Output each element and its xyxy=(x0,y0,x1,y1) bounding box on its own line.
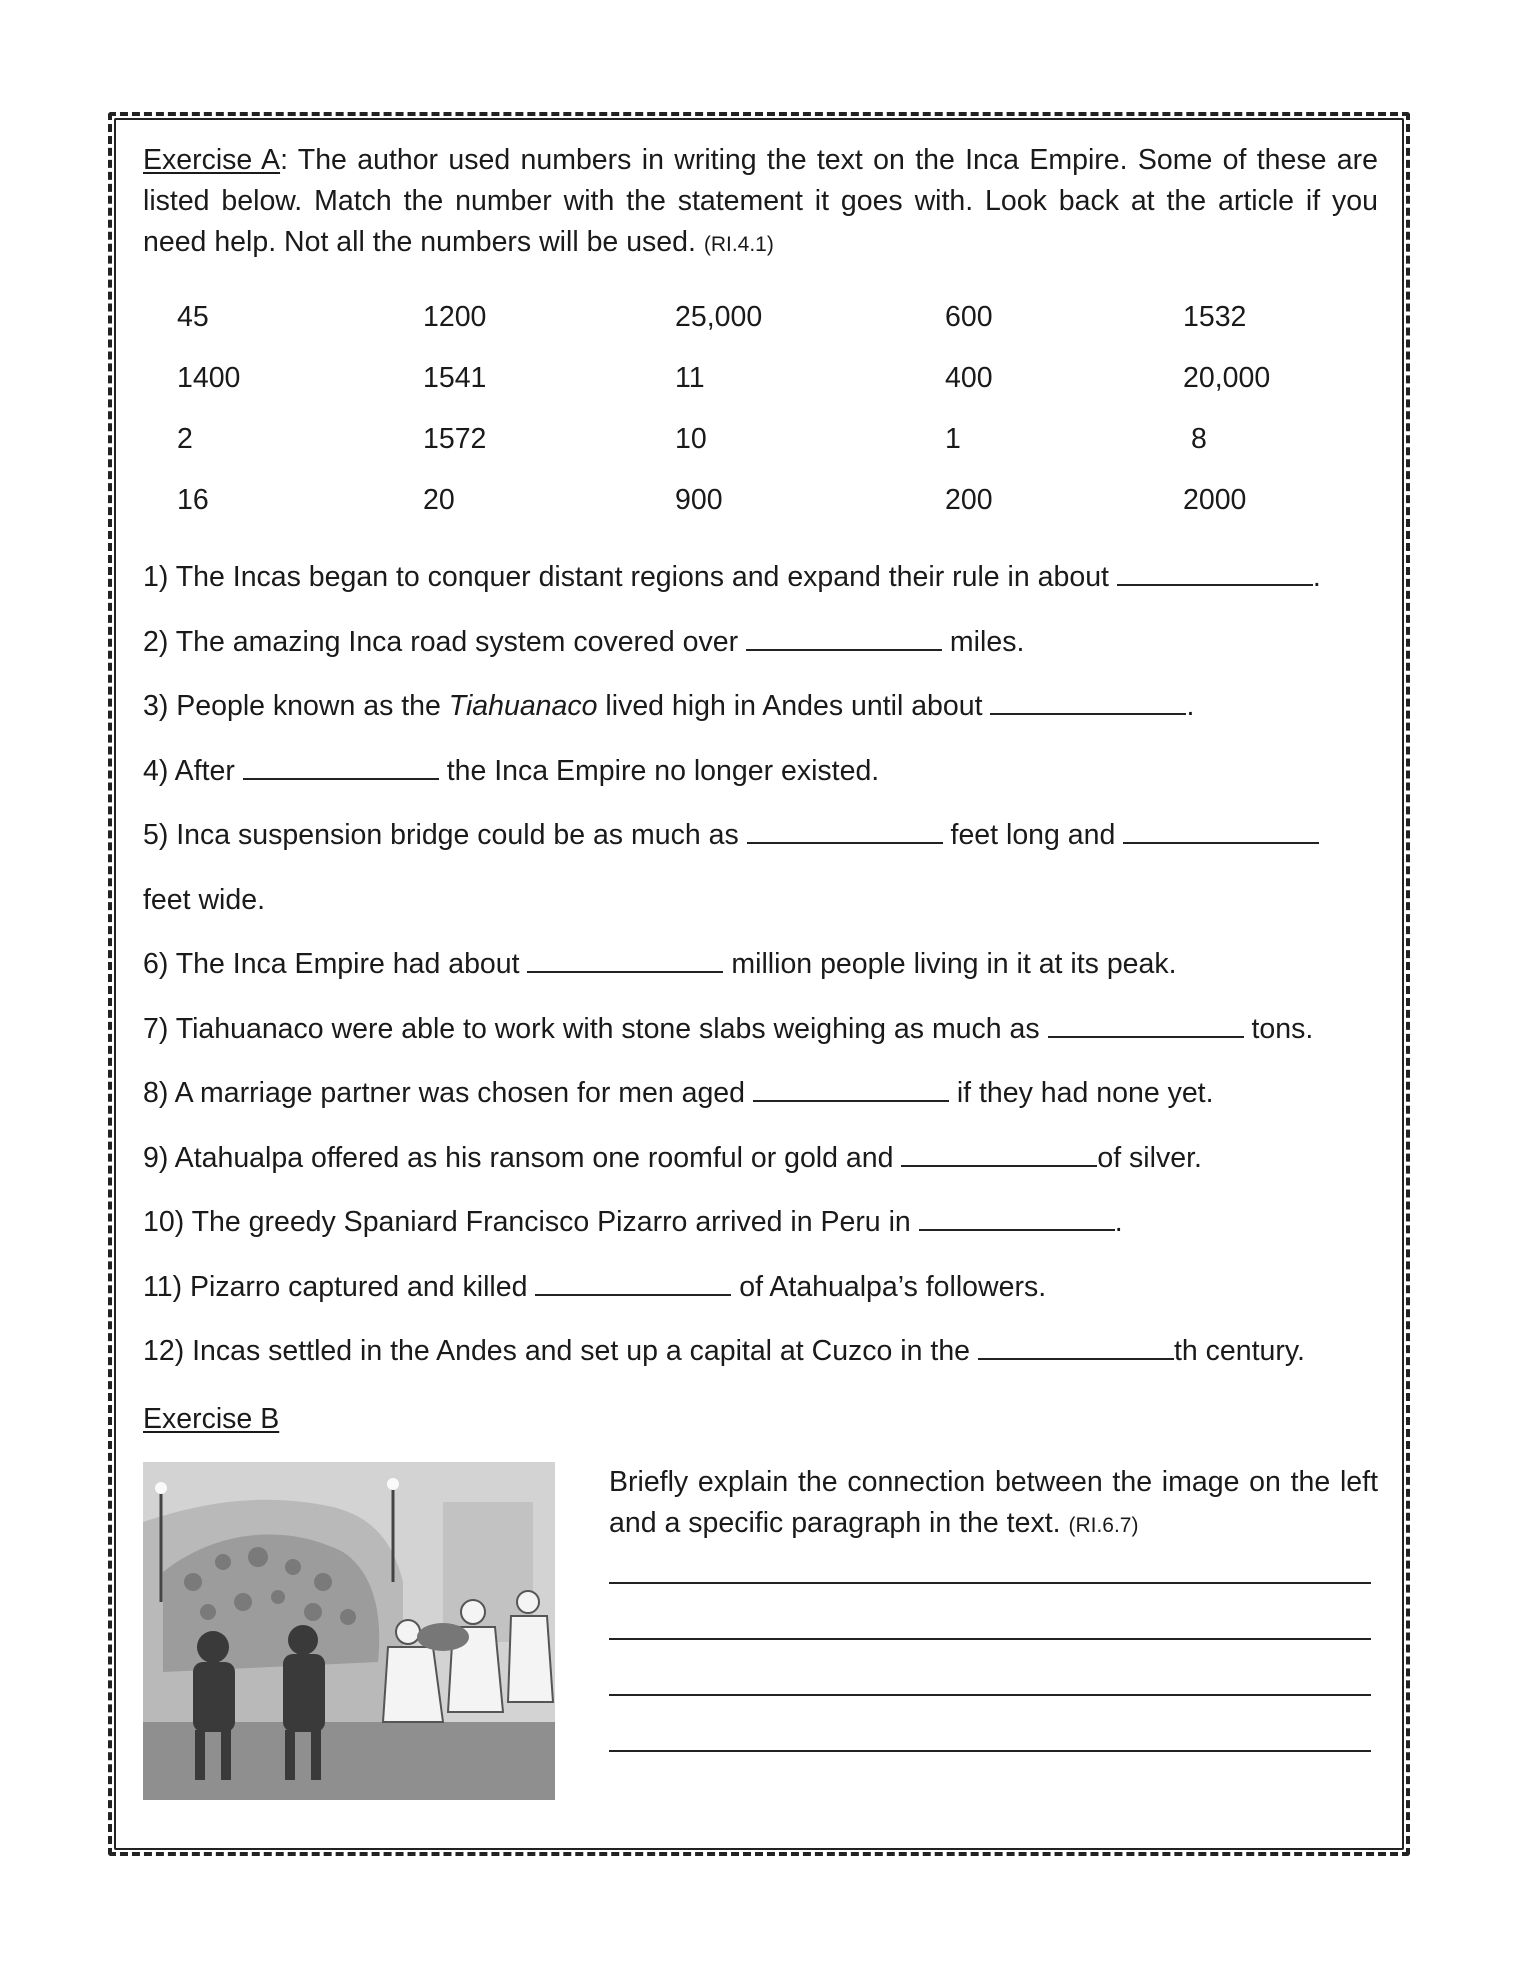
question-text: 4) After xyxy=(143,754,243,787)
answer-blank[interactable] xyxy=(901,1143,1097,1167)
question-text: miles. xyxy=(942,625,1025,658)
question-text: . xyxy=(1312,561,1321,593)
answer-blank[interactable] xyxy=(753,1078,949,1102)
question-1 xyxy=(143,545,1378,610)
question-text: 8) A marriage partner was chosen for men aged xyxy=(143,1077,753,1109)
number-cell: 20,000 xyxy=(1183,362,1271,394)
question-4 xyxy=(143,739,1378,804)
number-cell: 1200 xyxy=(423,301,487,333)
question-text: th century. xyxy=(1173,1335,1305,1367)
number-cell: 1400 xyxy=(177,362,241,394)
exercise-b-response-area xyxy=(609,1462,1378,1800)
exercise-a-standard: (RI.4.1) xyxy=(703,233,774,256)
question-italic-term: Tiahuanaco xyxy=(448,690,598,722)
question-text: 11) Pizarro captured and killed xyxy=(143,1270,536,1303)
answer-blank[interactable] xyxy=(535,1272,731,1296)
number-cell: 45 xyxy=(177,301,209,333)
number-cell: 2000 xyxy=(1183,484,1247,516)
number-cell: 20 xyxy=(423,484,455,516)
number-bank-row xyxy=(177,348,1378,409)
question-text: of silver. xyxy=(1097,1141,1202,1174)
question-text: 1) The Incas began to conquer distant regions and expand their rule in about xyxy=(143,561,1117,593)
answer-blank[interactable] xyxy=(1123,820,1319,844)
question-11 xyxy=(143,1255,1378,1320)
question-6 xyxy=(143,932,1378,997)
answer-blank[interactable] xyxy=(746,627,942,651)
number-cell: 1532 xyxy=(1183,301,1247,333)
number-bank-row xyxy=(177,409,1378,470)
question-5 xyxy=(143,803,1378,868)
number-cell: 200 xyxy=(945,484,993,516)
number-cell: 10 xyxy=(675,423,707,455)
number-cell: 25,000 xyxy=(675,301,763,333)
exercise-b-body xyxy=(143,1462,1378,1800)
exercise-a-instructions-text: : The author used numbers in writing the text on the Inca Empire. Some of these are listed below. Match the number with the statement it goes with. Look back at the article if you need help. Not all the numbers will be used. xyxy=(143,144,1378,258)
question-text: 9) Atahualpa offered as his ransom one roomful or gold and xyxy=(143,1141,902,1174)
exercise-a-heading: Exercise A xyxy=(143,144,281,176)
question-text: 6) The Inca Empire had about xyxy=(143,948,528,980)
conquistador-treasure-illustration xyxy=(143,1462,555,1800)
question-text: 7) Tiahuanaco were able to work with stone slabs weighing as much as xyxy=(143,1012,1048,1045)
question-list xyxy=(143,545,1378,1384)
answer-blank[interactable] xyxy=(243,756,439,780)
question-text: million people living in it at its peak. xyxy=(723,948,1177,980)
question-text: 5) Inca suspension bridge could be as much as xyxy=(143,819,747,851)
answer-blank[interactable] xyxy=(919,1207,1115,1231)
exercise-b-heading-row xyxy=(143,1398,1378,1440)
question-text: of Atahualpa’s followers. xyxy=(731,1270,1047,1303)
number-cell: 600 xyxy=(945,301,993,333)
number-cell: 1 xyxy=(945,423,961,455)
question-text: . xyxy=(1186,690,1195,722)
exercise-a-instructions xyxy=(143,140,1378,265)
question-text: . xyxy=(1114,1206,1123,1238)
number-cell: 2 xyxy=(177,423,193,455)
number-bank xyxy=(177,287,1378,531)
illustration-drawing xyxy=(143,1462,555,1800)
question-5-continued xyxy=(143,868,1378,933)
question-text: lived high in Andes until about xyxy=(597,690,991,722)
answer-line[interactable] xyxy=(609,1694,1371,1696)
number-cell: 400 xyxy=(945,362,993,394)
question-text: 3) People known as the xyxy=(143,690,449,722)
exercise-b-prompt xyxy=(609,1462,1378,1546)
number-cell: 900 xyxy=(675,484,723,516)
worksheet-content xyxy=(143,140,1378,1800)
exercise-b-heading: Exercise B xyxy=(143,1402,280,1435)
exercise-b-standard: (RI.6.7) xyxy=(1068,1513,1139,1537)
question-text: if they had none yet. xyxy=(948,1077,1214,1109)
answer-blank[interactable] xyxy=(1117,562,1313,586)
question-8 xyxy=(143,1061,1378,1126)
number-bank-row xyxy=(177,287,1378,348)
question-7 xyxy=(143,997,1378,1062)
question-text: 12) Incas settled in the Andes and set up a capital at Cuzco in the xyxy=(143,1335,978,1367)
question-text: feet wide. xyxy=(143,883,265,916)
question-10 xyxy=(143,1190,1378,1255)
number-bank-row xyxy=(177,470,1378,531)
number-cell: 11 xyxy=(675,362,705,394)
exercise-b-prompt-text: Briefly explain the connection between the image on the left and a specific paragraph in the text. xyxy=(609,1465,1378,1539)
question-text: 10) The greedy Spaniard Francisco Pizarro arrived in Peru in xyxy=(143,1206,919,1238)
question-text: 2) The amazing Inca road system covered over xyxy=(143,625,747,658)
number-cell: 8 xyxy=(1191,423,1207,455)
answer-line[interactable] xyxy=(609,1638,1371,1640)
answer-blank[interactable] xyxy=(1048,1014,1244,1038)
question-12 xyxy=(143,1319,1378,1384)
question-text: tons. xyxy=(1243,1012,1314,1045)
question-9 xyxy=(143,1126,1378,1191)
number-cell: 16 xyxy=(177,484,209,516)
answer-line[interactable] xyxy=(609,1582,1371,1584)
answer-line[interactable] xyxy=(609,1750,1371,1752)
question-text: feet long and xyxy=(942,819,1124,851)
question-text: the Inca Empire no longer existed. xyxy=(438,754,880,787)
answer-blank[interactable] xyxy=(990,691,1186,715)
answer-blank[interactable] xyxy=(527,949,723,973)
number-cell: 1572 xyxy=(423,423,487,455)
answer-blank[interactable] xyxy=(978,1336,1174,1360)
answer-blank[interactable] xyxy=(747,820,943,844)
question-3 xyxy=(143,674,1378,739)
question-2 xyxy=(143,610,1378,675)
number-cell: 1541 xyxy=(423,362,487,394)
